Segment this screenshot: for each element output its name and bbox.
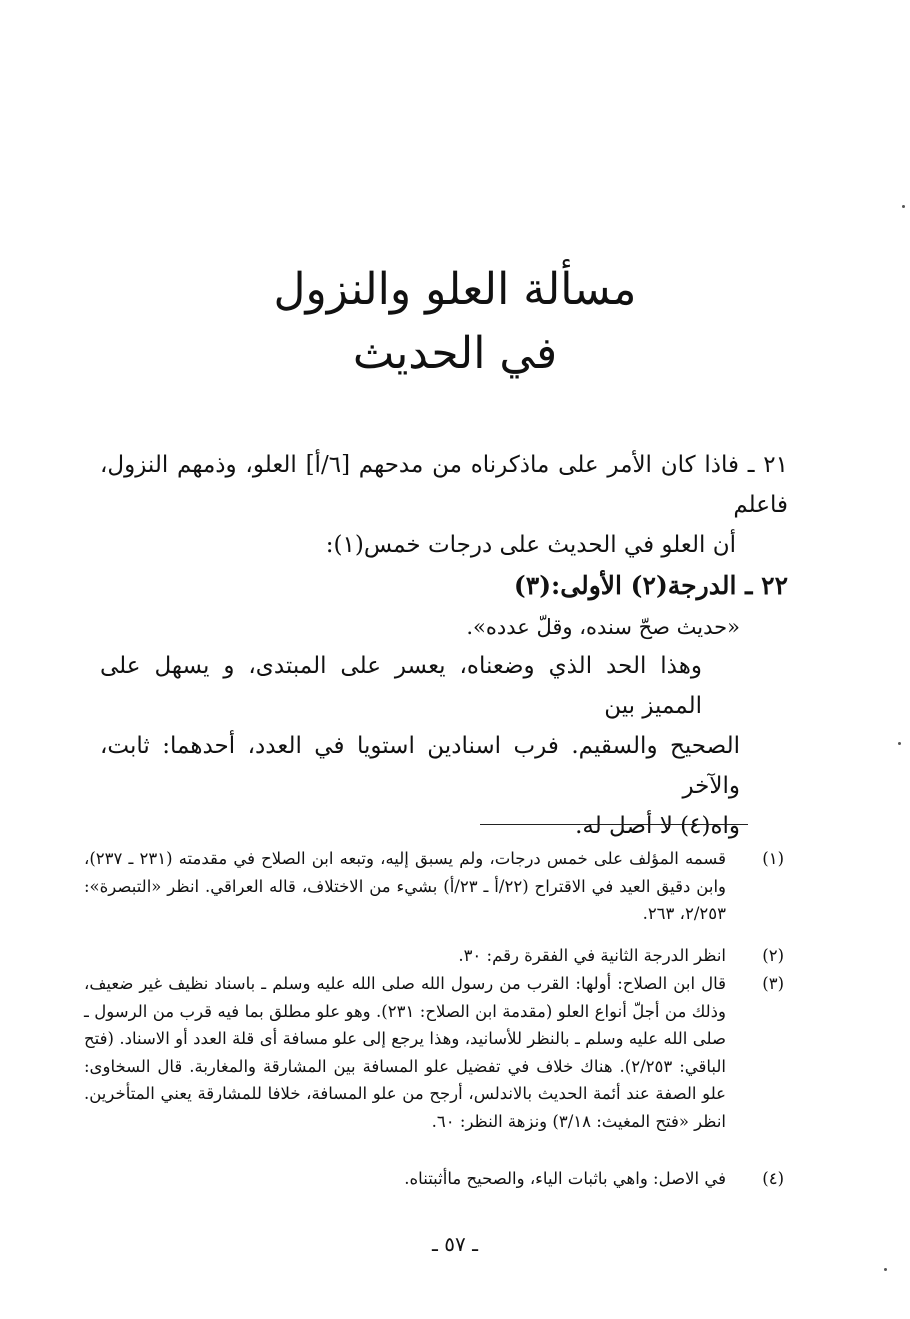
- paragraph-22-line1: وهذا الحد الذي وضعناه، يعسر على المبتدى، و يسهل على المميز بين: [100, 653, 702, 719]
- paragraph-22-body: [100, 646, 740, 846]
- page-number: ـ ٥٧ ـ: [432, 1232, 478, 1256]
- scan-speck: [884, 1268, 887, 1271]
- footnote-1: [84, 845, 784, 928]
- paragraph-21: [100, 445, 788, 565]
- footnote-4-text: في الاصل: واهي باثبات الياء، والصحيح ماأثبتناه.: [404, 1169, 726, 1188]
- paragraph-22-quote: «حديث صحّ سنده، وقلّ عدده».: [466, 615, 740, 639]
- scan-speck: [898, 742, 901, 745]
- footnote-1-number: (١): [762, 849, 784, 868]
- paragraph-22-line2: الصحيح والسقيم. فرب اسنادين استويا في العدد، أحدهما: ثابت، والآخر: [100, 733, 740, 799]
- footnote-divider: [480, 824, 748, 825]
- footnote-4: [84, 1165, 784, 1193]
- scan-speck: [902, 205, 905, 208]
- paragraph-22-line3: واه(٤) لا أصل له.: [575, 813, 740, 839]
- paragraph-21-line2: أن العلو في الحديث على درجات خمس(١):: [325, 532, 736, 558]
- chapter-title-line2: في الحديث: [352, 328, 558, 379]
- paragraph-21-line1: ٢١ ـ فاذا كان الأمر على ماذكرناه من مدحهم [٦/أ] العلو، وذمهم النزول، فاعلم: [100, 452, 788, 518]
- footnote-2-text: انظر الدرجة الثانية في الفقرة رقم: ٣٠.: [458, 946, 726, 965]
- footnote-3: [84, 970, 784, 1135]
- footnote-1-text: قسمه المؤلف على خمس درجات، ولم يسبق إليه، وتبعه ابن الصلاح في مقدمته (٢٣١ ـ ٢٣٧)، وابن دقيق العيد في الاقتراح (٢٢/أ ـ ٢٣/أ) بشيء من الاختلاف، قاله العراقي. انظر «التبصرة»: ٢/٢٥٣، ٢٦٣.: [84, 849, 727, 923]
- chapter-title-line1: مسألة العلو والنزول: [273, 264, 637, 315]
- footnote-2: [84, 942, 784, 970]
- footnote-2-number: (٢): [762, 946, 784, 965]
- footnote-3-text: قال ابن الصلاح: أولها: القرب من رسول الله صلى الله عليه وسلم ـ باسناد نظيف غير ضعيف، وذلك من أجلّ أنواع العلو (مقدمة ابن الصلاح: ٢٣١). وهو علو مطلق بما فيه قرب من الرسول ـ صلى الله عليه وسلم ـ بالنظر للأسانيد، وهذا يرجع إلى علو مسافة أى قلة العدد أو الاسناد. (فتح الباقي: ٢/٢٥٣). هناك خلاف في تفضيل علو المسافة بين المشارقة والمغاربة. قال السخاوى: علو الصفة عند أئمة الحديث بالاندلس، أرجح من علو المسافة، خلافا للمشارقة يعني المتأخرين. انظر «فتح المغيث: ٣/١٨) ونزهة النظر: ٦٠.: [84, 974, 727, 1131]
- footnote-4-number: (٤): [762, 1169, 784, 1188]
- paragraph-22-heading: ٢٢ ـ الدرجة(٢) الأولى:(٣): [513, 571, 788, 600]
- footnote-3-number: (٣): [762, 974, 784, 993]
